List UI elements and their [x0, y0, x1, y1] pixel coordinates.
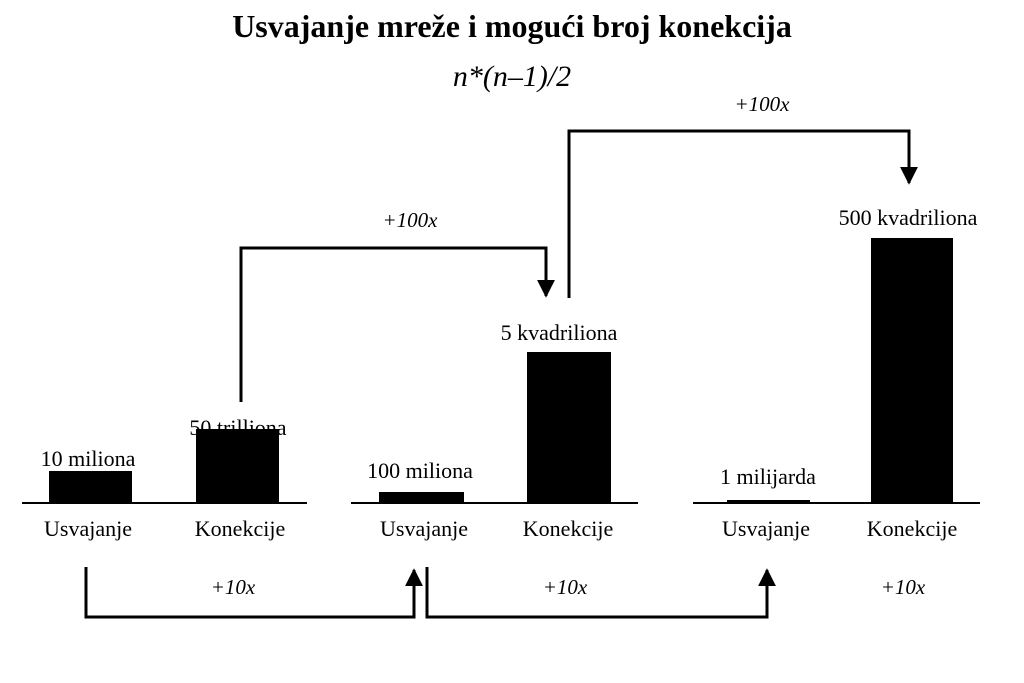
category-label-connections-group-3: Konekcije	[866, 516, 958, 541]
value-label-connections-group-3: 500 kvadriliona	[838, 205, 978, 230]
value-label-connections-group-2: 5 kvadriliona	[500, 320, 618, 345]
category-label-adoption-group-1: Usvajanje	[44, 516, 132, 541]
category-label-connections-group-2: Konekcije	[522, 516, 614, 541]
value-label-adoption-group-3: 1 milijarda	[720, 464, 816, 489]
value-label-adoption-group-2: 100 miliona	[367, 458, 473, 483]
value-label-adoption-group-1: 10 miliona	[40, 446, 136, 471]
bar-connections-group-1	[196, 429, 279, 503]
category-label-adoption-group-2: Usvajanje	[380, 516, 468, 541]
bar-adoption-group-1	[49, 471, 132, 503]
bar-adoption-group-3	[727, 500, 810, 503]
value-label-connections-group-1: 50 trilliona	[189, 415, 287, 440]
bar-adoption-group-2	[379, 492, 464, 503]
category-label-connections-group-1: Konekcije	[194, 516, 286, 541]
multiplier-label-bottom-1: +10x	[210, 575, 256, 599]
category-label-adoption-group-3: Usvajanje	[722, 516, 810, 541]
bar-connections-group-3	[871, 238, 953, 503]
multiplier-label-top-2: +100x	[734, 92, 790, 116]
multiplier-label-top-1: +100x	[382, 208, 438, 232]
diagram-title: Usvajanje mreže i mogući broj konekcija	[232, 8, 792, 44]
formula-subtitle: n*(n–1)/2	[452, 60, 572, 93]
multiplier-label-bottom-3: +10x	[880, 575, 926, 599]
multiplier-label-bottom-2: +10x	[542, 575, 588, 599]
bar-connections-group-2	[527, 352, 611, 503]
connector-arrow-bottom-2	[427, 567, 767, 617]
